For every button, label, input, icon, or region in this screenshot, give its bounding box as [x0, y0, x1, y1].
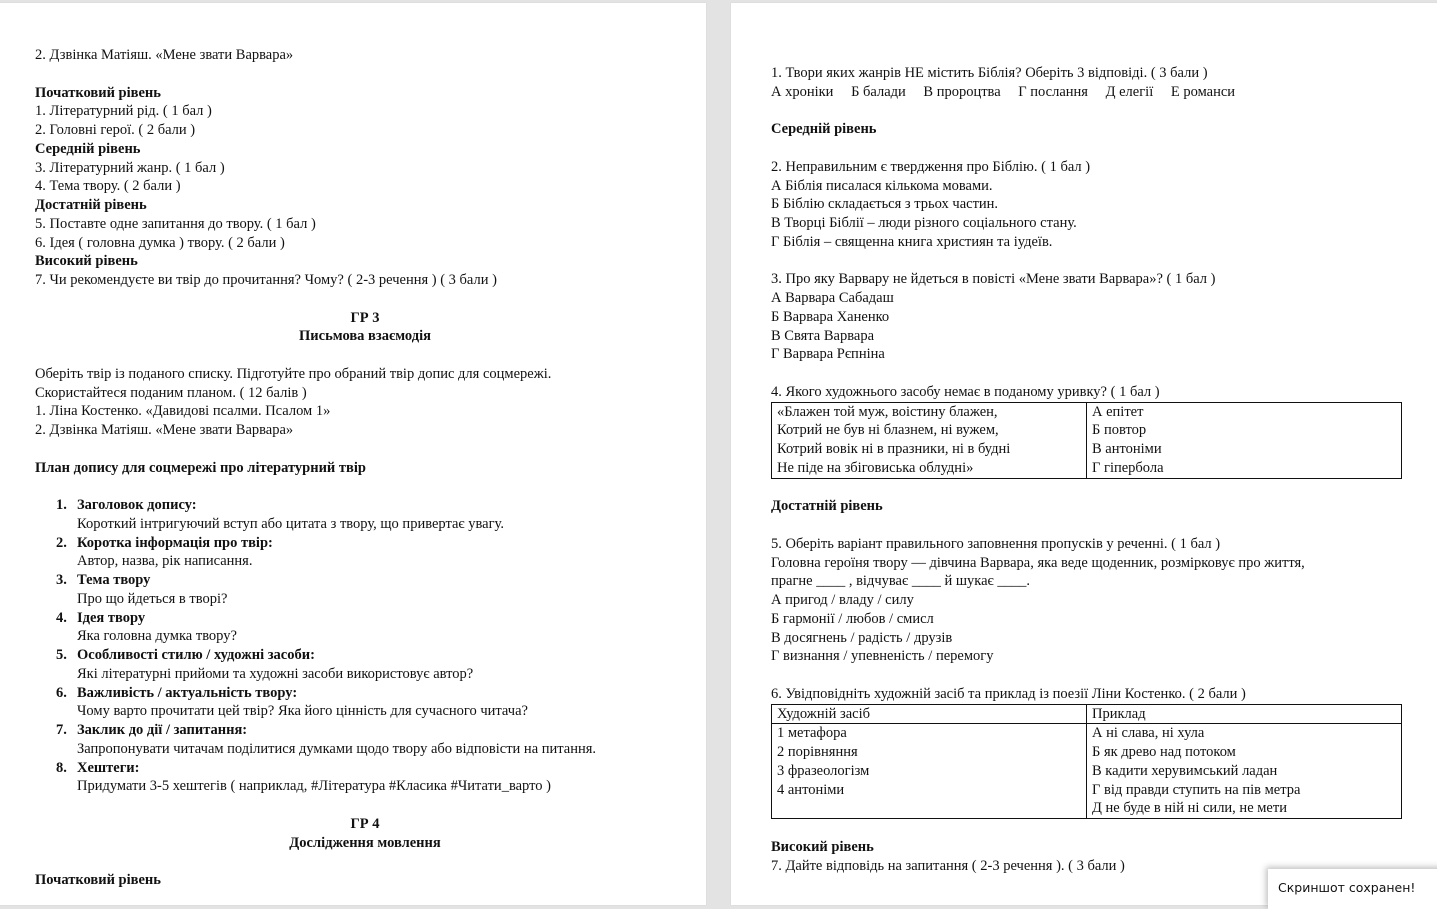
answer-option: А пригод / владу / силу — [771, 592, 914, 608]
question-text: 7. Дайте відповідь на запитання ( 2-3 речення ). ( 3 бали ) — [771, 857, 1125, 874]
group-subheading: Письмова взаємодія — [299, 328, 431, 345]
question-text: 3. Про яку Варвару не йдеться в повісті «Мене звати Варвара»? ( 1 бал ) — [771, 271, 1216, 288]
level-heading: Високий рівень — [771, 838, 874, 855]
answer-option: Б повтор — [1092, 422, 1147, 439]
task-item: 2. Головні герої. ( 2 бали ) — [35, 122, 196, 138]
plan-list — [35, 496, 695, 796]
work-item: 1. Ліна Костенко. «Давидові псалми. Псалом 1» — [35, 403, 331, 420]
task-item: 3. Літературний жанр. ( 1 бал ) — [35, 159, 225, 176]
plan-item-text: Які літературні прийоми та художні засоби використовує автор? — [77, 665, 474, 682]
plan-item-number: 6. — [56, 684, 67, 701]
examples-cell — [1087, 724, 1402, 819]
task-item: 6. Ідея ( головна думка ) твору. ( 2 бали ) — [35, 234, 285, 251]
plan-item-title: Особливості стилю / художні засоби: — [77, 647, 315, 663]
level-heading: Середній рівень — [35, 140, 141, 157]
toast-text: Скриншот сохранен! — [1278, 880, 1416, 895]
plan-item-number: 8. — [56, 759, 67, 776]
answer-options-row — [771, 83, 1401, 102]
answer-option: Г Біблія – священна книга християн та іудеїв. — [771, 233, 1053, 250]
poem-line: Котрий не був ні блазнем, ні вужем, — [777, 422, 999, 439]
question-sentence: Головна героїня твору — дівчина Варвара, яка веде щоденник, розмірковує про життя, — [771, 554, 1305, 571]
example-item: В кадити херувимський ладан — [1092, 762, 1278, 779]
question-text: 4. Якого художнього засобу немає в поданому уривку? ( 1 бал ) — [771, 383, 1160, 400]
poem-cell — [772, 402, 1087, 478]
answer-option: В антоніми — [1092, 441, 1162, 457]
level-heading: Середній рівень — [771, 121, 877, 138]
table-header-example: Приклад — [1087, 704, 1402, 724]
answer-option: А хроніки — [771, 83, 834, 100]
plan-item-title: Тема твору — [77, 572, 151, 588]
answer-option: Е романси — [1170, 83, 1236, 100]
answer-option: В Свята Варвара — [771, 327, 875, 344]
plan-item-text: Яка головна думка твору? — [77, 628, 237, 645]
plan-item-text: Придумати 3-5 хештегів ( наприклад, #Література #Класика #Читати_варто ) — [77, 778, 551, 795]
plan-item-text: Про що йдеться в творі? — [77, 590, 228, 607]
devices-cell — [772, 724, 1087, 819]
page-right-content — [771, 64, 1401, 875]
device-item: 4 антоніми — [777, 781, 845, 798]
answer-option: Б Біблію складається з трьох частин. — [771, 196, 999, 213]
matching-table — [771, 704, 1402, 820]
question-text: 1. Твори яких жанрів НЕ містить Біблія? Оберіть 3 відповіді. ( 3 бали ) — [771, 65, 1208, 81]
answer-option: Б Варвара Ханенко — [771, 308, 890, 325]
plan-item — [56, 496, 695, 534]
group-subheading: Дослідження мовлення — [289, 834, 441, 851]
question-text: 6. Увідповідніть художній засіб та приклад із поезії Ліни Костенко. ( 2 бали ) — [771, 685, 1246, 702]
question-sentence: прагне ____ , відчуває ____ й шукає ____. — [771, 573, 1030, 590]
answer-option: Г Варвара Рєпніна — [771, 346, 885, 363]
example-item: А ні слава, ні хула — [1092, 725, 1205, 742]
answer-option: Д елегії — [1105, 83, 1154, 100]
task-item: 5. Поставте одне запитання до твору. ( 1 бал ) — [35, 215, 316, 232]
poem-line: Котрий вовік ні в празники, ні в будні — [777, 441, 1011, 457]
group-heading: ГР 4 — [350, 815, 380, 832]
plan-item-number: 3. — [56, 572, 67, 588]
level-heading: Достатній рівень — [771, 498, 883, 515]
work-item: 2. Дзвінка Матіяш. «Мене звати Варвара» — [35, 47, 294, 63]
answer-option: Г послання — [1018, 83, 1088, 100]
poem-line: «Блажен той муж, воістину блажен, — [777, 403, 998, 420]
answer-option: Б балади — [851, 83, 906, 100]
plan-item — [56, 721, 695, 759]
plan-item-title: Важливість / актуальність твору: — [77, 684, 298, 701]
plan-item-text: Короткий інтригуючий вступ або цитата з твору, що привертає увагу. — [77, 515, 504, 532]
answer-option: А епітет — [1092, 403, 1144, 420]
device-item: 3 фразеологізм — [777, 762, 870, 779]
answer-option: В пророцтва — [923, 83, 1001, 100]
level-heading: Початковий рівень — [35, 84, 161, 101]
answer-option: В досягнень / радість / друзів — [771, 629, 953, 646]
device-item: 2 порівняння — [777, 744, 858, 760]
task-item: 4. Тема твору. ( 2 бали ) — [35, 178, 181, 195]
answer-option: А Варвара Сабадаш — [771, 290, 894, 306]
plan-item-number: 2. — [56, 534, 67, 551]
poem-line: Не піде на збіговиська облудні» — [777, 459, 974, 476]
plan-item — [56, 684, 695, 722]
plan-item-title: Ідея твору — [77, 609, 146, 626]
document-page-right — [731, 3, 1437, 905]
example-item: Г від правди ступить на пів метра — [1092, 781, 1301, 798]
task-item: 7. Чи рекомендуєте ви твір до прочитання? Чому? ( 2-3 речення ) ( 3 бали ) — [35, 272, 497, 288]
question-text: 2. Неправильним є твердження про Біблію. ( 1 бал ) — [771, 158, 1091, 175]
plan-item-text: Автор, назва, рік написання. — [77, 553, 253, 570]
level-heading: Початковий рівень — [35, 872, 161, 888]
example-item: Д не буде в ній ні сили, не мети — [1092, 800, 1287, 817]
example-item: Б як древо над потоком — [1092, 744, 1236, 760]
answer-option: В Творці Біблії – люди різного соціального стану. — [771, 215, 1077, 231]
level-heading: Достатній рівень — [35, 197, 147, 213]
options-cell — [1087, 402, 1402, 478]
plan-item-text: Запропонувати читачам поділитися думками щодо твору або відповісти на питання. — [77, 740, 597, 757]
answer-option: Г гіпербола — [1092, 459, 1164, 476]
plan-item-title: Коротка інформація про твір: — [77, 534, 273, 551]
instruction-text: Оберіть твір із поданого списку. Підготуйте про обраний твір допис для соцмережі. — [35, 365, 552, 382]
table-header-device: Художній засіб — [772, 704, 1087, 724]
plan-title: План допису для соцмережі про літературний твір — [35, 459, 366, 476]
plan-item — [56, 646, 695, 684]
plan-item-text: Чому варто прочитати цей твір? Яка його цінність для сучасного читача? — [77, 703, 528, 720]
instruction-text: Скористайтеся поданим планом. ( 12 балів ) — [35, 384, 307, 401]
document-page-left — [0, 3, 706, 905]
plan-item-title: Заголовок допису: — [77, 497, 197, 513]
plan-item — [56, 609, 695, 647]
answer-option: Б гармонії / любов / смисл — [771, 610, 934, 627]
answer-option: Г визнання / упевненість / перемогу — [771, 648, 994, 665]
plan-item-number: 4. — [56, 609, 67, 626]
device-item: 1 метафора — [777, 725, 847, 742]
plan-item-number: 1. — [56, 497, 67, 513]
work-item: 2. Дзвінка Матіяш. «Мене звати Варвара» — [35, 422, 294, 438]
question-text: 5. Оберіть варіант правильного заповнення пропусків у реченні. ( 1 бал ) — [771, 535, 1221, 552]
answer-option: А Біблія писалася кількома мовами. — [771, 177, 993, 194]
plan-item — [56, 759, 695, 797]
plan-item-title: Хештеги: — [77, 759, 140, 776]
plan-item-title: Заклик до дії / запитання: — [77, 722, 248, 738]
plan-item — [56, 571, 695, 609]
level-heading: Високий рівень — [35, 253, 138, 270]
group-heading: ГР 3 — [350, 309, 380, 326]
poem-table — [771, 402, 1402, 479]
page-left-content — [35, 46, 695, 890]
screenshot-saved-toast[interactable] — [1268, 869, 1437, 909]
plan-item-number: 7. — [56, 722, 67, 738]
plan-item — [56, 534, 695, 572]
plan-item-number: 5. — [56, 647, 67, 663]
task-item: 1. Літературний рід. ( 1 бал ) — [35, 103, 212, 120]
